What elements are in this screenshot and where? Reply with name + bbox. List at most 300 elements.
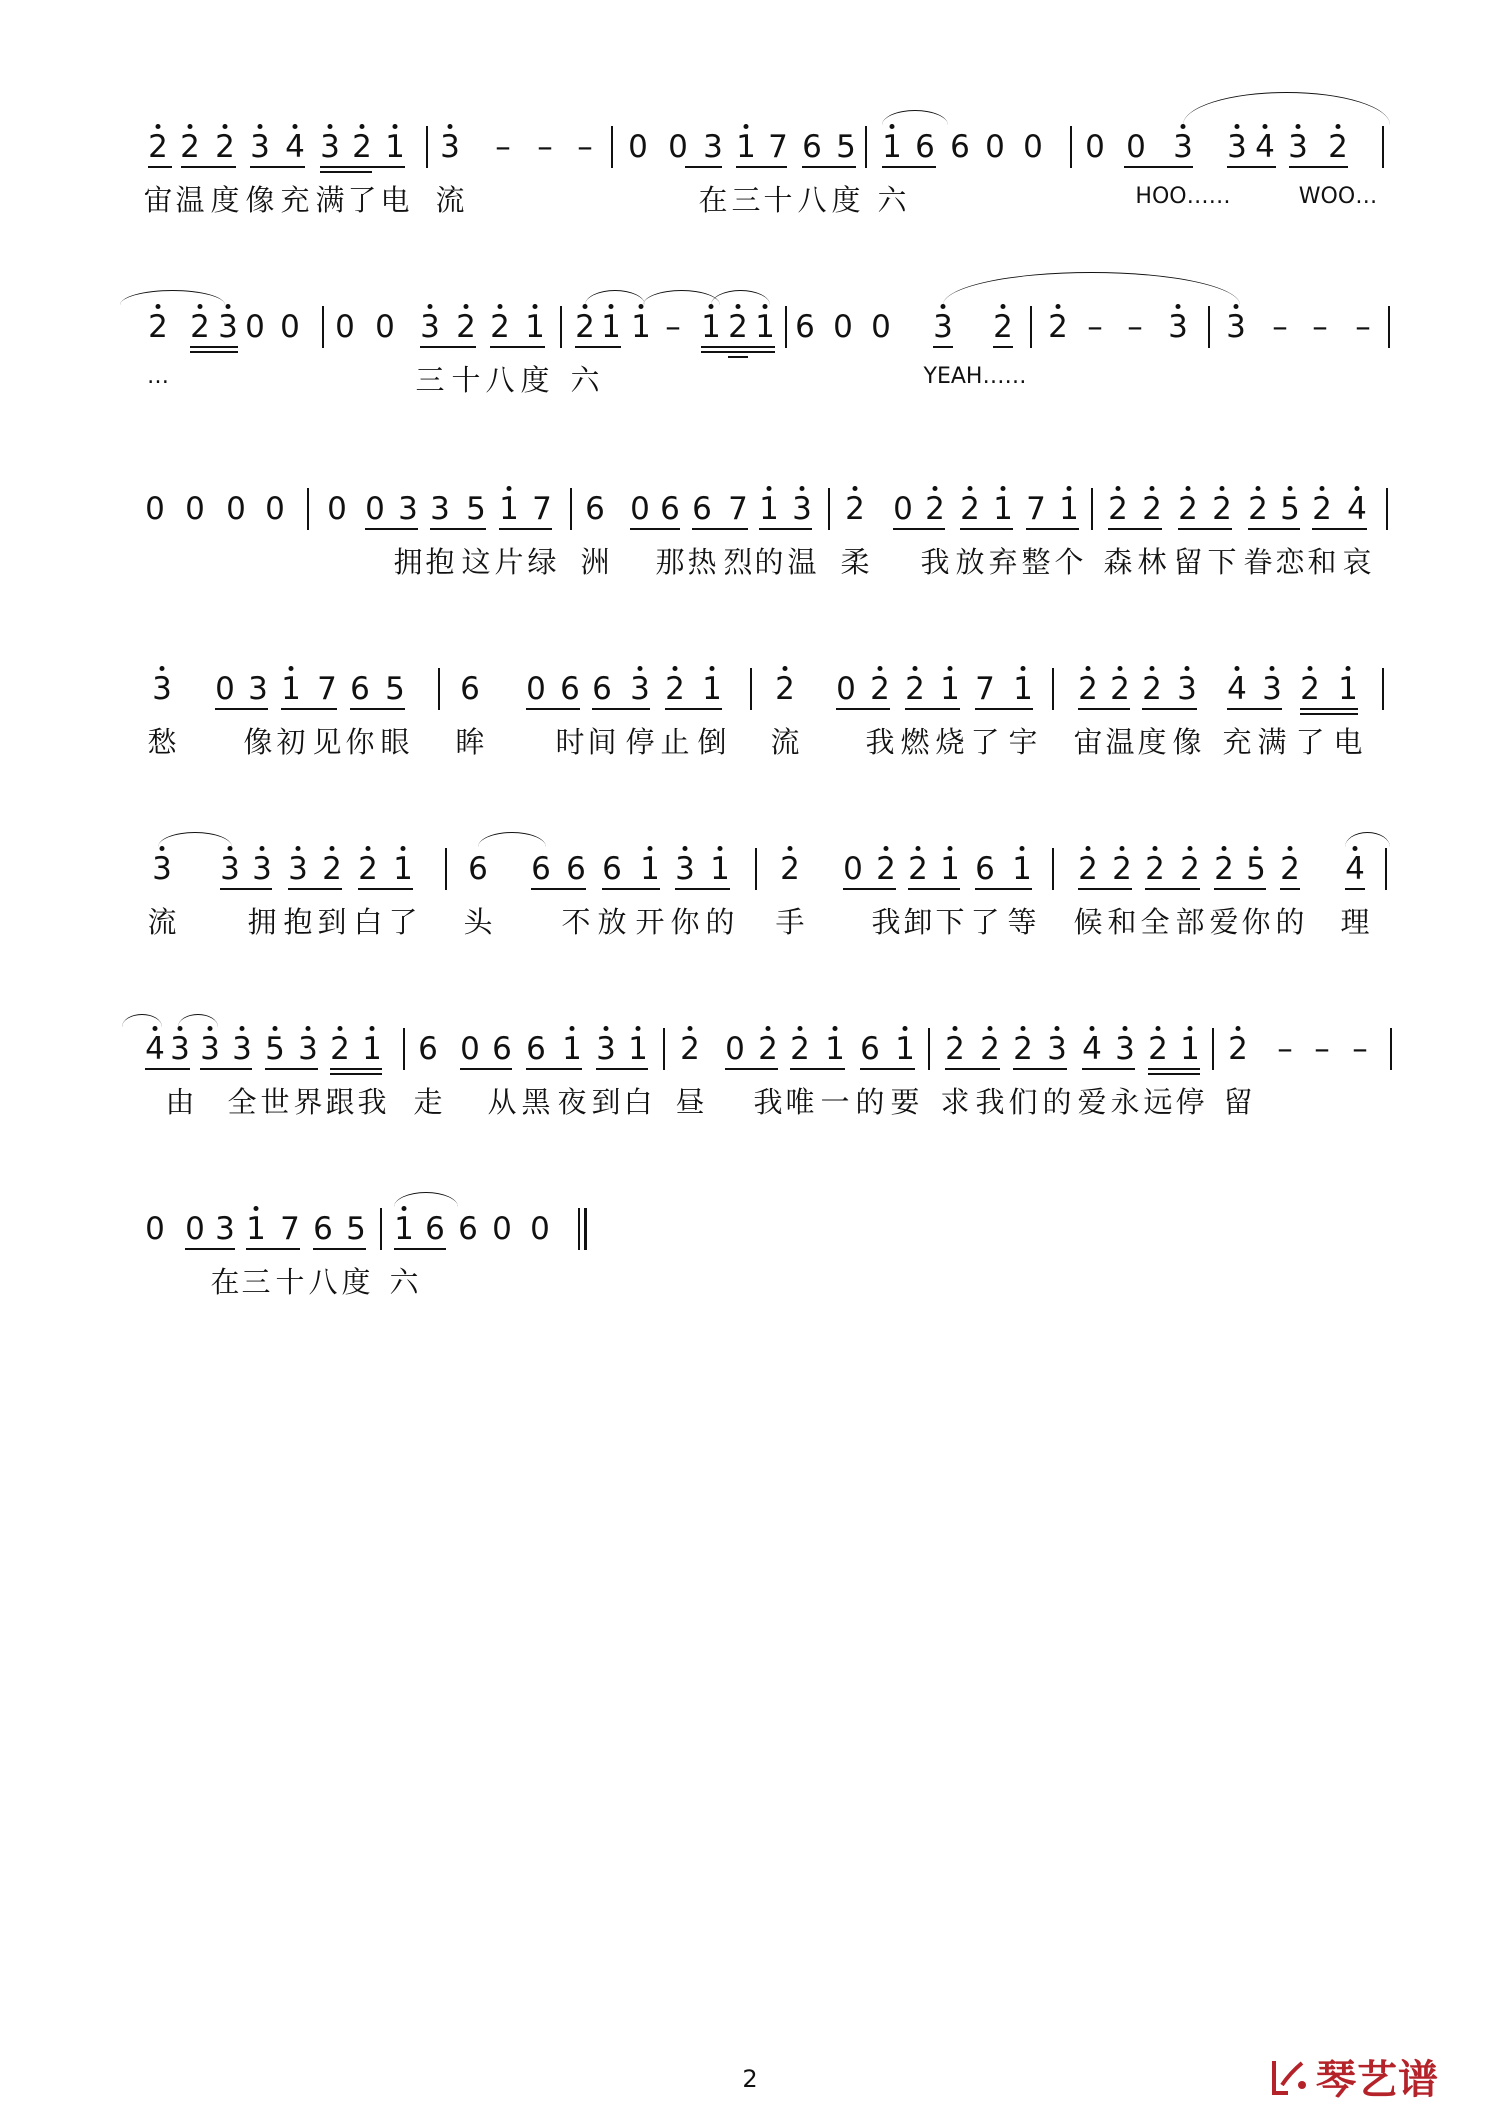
octave-dot (1020, 846, 1025, 851)
lyric-syllable: 止 (660, 725, 690, 759)
octave-dot (648, 846, 653, 851)
beam-underline (358, 888, 413, 890)
note: 1 (394, 1211, 414, 1247)
beam-underline (592, 708, 650, 710)
note: 6 (468, 851, 488, 887)
note: 3 (248, 671, 268, 707)
lyric-syllable: 的 (754, 545, 784, 579)
barline (1052, 668, 1054, 710)
octave-dot (1355, 486, 1360, 491)
octave-dot (953, 1026, 958, 1031)
lyric-syllable: 全 (227, 1085, 257, 1119)
octave-dot (428, 304, 433, 309)
note: 1 (631, 309, 651, 345)
lyric-syllable: 度 (831, 183, 861, 217)
lyric-syllable: 停 (625, 725, 655, 759)
lyric-syllable: 们 (1008, 1085, 1038, 1119)
beam-underline (394, 1248, 446, 1250)
octave-dot (948, 666, 953, 671)
octave-dot (1150, 486, 1155, 491)
note: 3 (200, 1031, 220, 1067)
lyric-syllable: 求 (940, 1085, 970, 1119)
note: 3 (1262, 671, 1282, 707)
note: 0 (871, 309, 891, 345)
lyric-syllable: 倒 (697, 725, 727, 759)
note: 1 (736, 129, 756, 165)
lyric-syllable: 电 (380, 183, 410, 217)
lyric-syllable: 从 (487, 1085, 517, 1119)
octave-dot (968, 486, 973, 491)
dash: – (537, 129, 553, 165)
octave-dot (913, 666, 918, 671)
lyric-syllable: 时 (555, 725, 585, 759)
site-logo[interactable] (1268, 2048, 1439, 2105)
note: 6 (560, 671, 580, 707)
lyric-syllable: 了 (970, 905, 1000, 939)
note: 1 (640, 851, 660, 887)
note: 6 (795, 309, 815, 345)
note: 2 (908, 851, 928, 887)
octave-dot (783, 666, 788, 671)
note: 6 (975, 851, 995, 887)
note: 1 (385, 129, 405, 165)
octave-dot (306, 1026, 311, 1031)
barline (1030, 306, 1032, 348)
lyric-syllable: 像 (1172, 725, 1202, 759)
lyric-syllable: 充 (1222, 725, 1252, 759)
note: 2 (1214, 851, 1234, 887)
note: 0 (836, 671, 856, 707)
note: 2 (352, 129, 372, 165)
lyric-syllable: 在 (698, 183, 728, 217)
beam-underline (993, 346, 1013, 348)
lyric-syllable: 和 (1107, 905, 1137, 939)
lyric-syllable: 开 (635, 905, 665, 939)
beam-underline (190, 351, 238, 353)
lyric-syllable: 拥 (393, 545, 423, 579)
barline (611, 126, 613, 168)
note: 2 (1312, 491, 1332, 527)
lyric-syllable: 不 (561, 905, 591, 939)
octave-dot (533, 304, 538, 309)
octave-dot (1086, 846, 1091, 851)
octave-dot (1120, 846, 1125, 851)
beam-underline (802, 166, 856, 168)
octave-dot (1153, 846, 1158, 851)
octave-dot (260, 846, 265, 851)
note: 1 (601, 309, 621, 345)
octave-dot (767, 486, 772, 491)
beam-underline (1148, 1073, 1200, 1075)
note: 2 (960, 491, 980, 527)
octave-dot (948, 846, 953, 851)
note: 3 (232, 1031, 252, 1067)
note: 0 (327, 491, 347, 527)
beam-underline (490, 346, 545, 348)
lyric-syllable: 八 (485, 363, 515, 397)
note: 6 (592, 671, 612, 707)
note: 0 (365, 491, 385, 527)
beam-underline (531, 888, 586, 890)
beam-underline (596, 1068, 648, 1070)
slur (643, 290, 720, 305)
lyric-syllable: 烧 (935, 725, 965, 759)
octave-dot (293, 124, 298, 129)
lyric-syllable: … (147, 364, 169, 389)
note: 6 (425, 1211, 445, 1247)
note: 1 (562, 1031, 582, 1067)
lyric-syllable: 流 (435, 183, 465, 217)
lyric-syllable: 眷 (1243, 545, 1273, 579)
beam-underline (843, 888, 896, 890)
final-barline (578, 1208, 580, 1250)
lyric-syllable: 的 (705, 905, 735, 939)
lyric-syllable: 电 (1333, 725, 1363, 759)
note: 3 (220, 851, 240, 887)
lyric-syllable: 和 (1307, 545, 1337, 579)
lyric-syllable: 愁 (147, 725, 177, 759)
note: 2 (1078, 671, 1098, 707)
note: 6 (915, 129, 935, 165)
beam-underline (1214, 888, 1266, 890)
note: 2 (1142, 671, 1162, 707)
note: 0 (893, 491, 913, 527)
note: 0 (226, 491, 246, 527)
octave-dot (1123, 1026, 1128, 1031)
barline (1386, 488, 1388, 530)
lyric-syllable: 走 (413, 1085, 443, 1119)
octave-dot (1150, 666, 1155, 671)
note: 2 (456, 309, 476, 345)
beam-underline (675, 888, 730, 890)
lyric-syllable: 度 (520, 363, 550, 397)
note: 7 (317, 671, 337, 707)
lyric-syllable: 满 (1257, 725, 1287, 759)
note: 3 (288, 851, 308, 887)
note: 3 (320, 129, 340, 165)
beam-underline (281, 708, 337, 710)
lyric-syllable: 爱 (1077, 1085, 1107, 1119)
beam-underline (1013, 1068, 1067, 1070)
barline (322, 306, 324, 348)
note: 4 (1255, 129, 1275, 165)
lyric-syllable: 留 (1173, 545, 1203, 579)
slur (478, 832, 546, 847)
lyrics-line (0, 900, 1500, 940)
note: 5 (385, 671, 405, 707)
lyric-syllable: 度 (210, 183, 240, 217)
note: 3 (1227, 129, 1247, 165)
lyric-syllable: 了 (970, 725, 1000, 759)
octave-dot (1254, 846, 1259, 851)
note: 7 (532, 491, 552, 527)
octave-dot (1288, 486, 1293, 491)
beam-underline (460, 1068, 512, 1070)
lyric-syllable: 要 (890, 1085, 920, 1119)
beam-underline (1300, 713, 1358, 715)
lyric-syllable: 下 (1207, 545, 1237, 579)
page-number: 2 (742, 2065, 758, 2093)
note: 2 (1078, 851, 1098, 887)
octave-dot (1220, 486, 1225, 491)
beam-underline (575, 346, 621, 348)
slur (122, 1014, 162, 1027)
beam-underline (945, 1068, 1000, 1070)
octave-dot (683, 846, 688, 851)
octave-dot (800, 486, 805, 491)
lyric-syllable: 远 (1143, 1085, 1173, 1119)
final-barline (584, 1208, 587, 1250)
note: 3 (398, 491, 418, 527)
lyric-syllable: 初 (276, 725, 306, 759)
note: 2 (180, 129, 200, 165)
octave-dot (903, 1026, 908, 1031)
note: 2 (1178, 491, 1198, 527)
barline (1052, 848, 1054, 890)
note: 0 (265, 491, 285, 527)
lyric-syllable: 我 (920, 545, 950, 579)
note: 2 (1013, 1031, 1033, 1067)
beam-underline (246, 1248, 300, 1250)
octave-dot (338, 1026, 343, 1031)
note: 2 (1180, 851, 1200, 887)
barline (865, 126, 867, 168)
lyric-syllable: 宙 (1073, 725, 1103, 759)
lyric-syllable: 十 (275, 1265, 305, 1299)
lyric-syllable: 八 (797, 183, 827, 217)
note: 1 (882, 129, 902, 165)
lyric-syllable: 了 (1295, 725, 1325, 759)
beam-underline (220, 888, 272, 890)
beam-underline (975, 888, 1032, 890)
note: 2 (1212, 491, 1232, 527)
slur (882, 110, 948, 125)
lyric-syllable: 放 (597, 905, 627, 939)
lyric-syllable: 热 (687, 545, 717, 579)
beam-underline (790, 1068, 845, 1070)
note: 2 (330, 1031, 350, 1067)
lyric-syllable: 到 (591, 1085, 621, 1119)
note: 1 (701, 309, 721, 345)
lyric-syllable: 的 (855, 1085, 885, 1119)
octave-dot (240, 1026, 245, 1031)
note: 4 (1082, 1031, 1102, 1067)
lyric-syllable: 昼 (675, 1085, 705, 1119)
note: 2 (215, 129, 235, 165)
lyric-syllable: 一 (820, 1085, 850, 1119)
octave-dot (710, 666, 715, 671)
note: 2 (728, 309, 748, 345)
note: 2 (1110, 671, 1130, 707)
beam-underline (759, 528, 812, 530)
note: 3 (1168, 309, 1188, 345)
dash: – (1272, 309, 1288, 345)
note: 2 (845, 491, 865, 527)
lyric-syllable: 眼 (380, 725, 410, 759)
note: 2 (790, 1031, 810, 1067)
barline (445, 848, 447, 890)
lyric-syllable: 全 (1140, 905, 1170, 939)
note: 4 (145, 1031, 165, 1067)
lyric-syllable: 部 (1175, 905, 1205, 939)
octave-dot (798, 1026, 803, 1031)
note: 2 (1112, 851, 1132, 887)
slur (943, 272, 1240, 305)
note: 4 (1345, 851, 1365, 887)
note: 6 (460, 671, 480, 707)
note: 3 (440, 129, 460, 165)
note: 0 (185, 491, 205, 527)
notation-line (0, 842, 1500, 902)
beam-underline (1078, 708, 1130, 710)
octave-dot (156, 124, 161, 129)
note: 6 (350, 671, 370, 707)
note: 2 (876, 851, 896, 887)
beam-underline (181, 166, 236, 168)
lyric-syllable: 那 (655, 545, 685, 579)
lyric-syllable: 了 (347, 183, 377, 217)
note: 3 (250, 129, 270, 165)
beam-underline (692, 528, 748, 530)
octave-dot (1188, 1026, 1193, 1031)
note: 1 (281, 671, 301, 707)
barline (1390, 1028, 1392, 1070)
note: 6 (313, 1211, 333, 1247)
note: 0 (1023, 129, 1043, 165)
octave-dot (507, 486, 512, 491)
note: 0 (725, 1031, 745, 1067)
barline (755, 848, 757, 890)
beam-underline (200, 1068, 252, 1070)
note: 1 (246, 1211, 266, 1247)
note: 6 (602, 851, 622, 887)
note: 2 (870, 671, 890, 707)
note: 1 (825, 1031, 845, 1067)
beam-underline (725, 1068, 778, 1070)
slur (1345, 832, 1390, 847)
note: 7 (728, 491, 748, 527)
lyric-syllable: YEAH…… (923, 364, 1027, 389)
beam-underline (1078, 888, 1132, 890)
beam-underline (1227, 708, 1282, 710)
beam-underline (330, 1073, 382, 1075)
note: 0 (492, 1211, 512, 1247)
lyric-syllable: 洲 (580, 545, 610, 579)
octave-dot (401, 846, 406, 851)
octave-dot (1346, 666, 1351, 671)
lyric-syllable: 黑 (521, 1085, 551, 1119)
beam-underline (430, 528, 486, 530)
note: 7 (975, 671, 995, 707)
note: 1 (499, 491, 519, 527)
barline (1070, 126, 1072, 168)
note: 1 (993, 491, 1013, 527)
note: 0 (1126, 129, 1146, 165)
beam-underline (893, 528, 945, 530)
beam-underline (1082, 1068, 1135, 1070)
lyric-syllable: 流 (147, 905, 177, 939)
octave-dot (1188, 846, 1193, 851)
lyric-syllable: 森 (1103, 545, 1133, 579)
octave-dot (1256, 486, 1261, 491)
note: 1 (628, 1031, 648, 1067)
lyrics-line (0, 178, 1500, 218)
octave-dot (718, 846, 723, 851)
note: 2 (190, 309, 210, 345)
lyric-syllable: 下 (935, 905, 965, 939)
note: 1 (1338, 671, 1358, 707)
note: 3 (420, 309, 440, 345)
lyric-syllable: 间 (587, 725, 617, 759)
note: 5 (466, 491, 486, 527)
lyric-syllable: 宙 (143, 183, 173, 217)
note: 6 (692, 491, 712, 527)
lyric-syllable: 放 (955, 545, 985, 579)
note: 3 (152, 671, 172, 707)
lyric-syllable: 片 (494, 545, 524, 579)
beam-underline (1124, 166, 1193, 168)
notation-line (0, 300, 1500, 360)
octave-dot (1067, 486, 1072, 491)
lyric-syllable: 界 (293, 1085, 323, 1119)
octave-dot (688, 1026, 693, 1031)
note: 2 (1248, 491, 1268, 527)
lyric-syllable: 永 (1110, 1085, 1140, 1119)
lyric-syllable: 林 (1137, 545, 1167, 579)
lyric-syllable: 八 (308, 1265, 338, 1299)
note: 3 (933, 309, 953, 345)
beam-underline (148, 166, 172, 168)
lyric-syllable: 你 (670, 905, 700, 939)
lyric-syllable: 我 (865, 725, 895, 759)
lyric-syllable: 像 (243, 725, 273, 759)
note: 2 (490, 309, 510, 345)
beam-underline (1178, 528, 1232, 530)
note: 4 (1227, 671, 1247, 707)
note: 6 (802, 129, 822, 165)
beam-underline (960, 528, 1013, 530)
notation-line (0, 120, 1500, 180)
note: 1 (1180, 1031, 1200, 1067)
dash: – (1312, 309, 1328, 345)
lyric-syllable: 我 (871, 905, 901, 939)
octave-dot (360, 124, 365, 129)
octave-dot (1235, 666, 1240, 671)
note: 1 (525, 309, 545, 345)
lyric-syllable: 跟 (325, 1085, 355, 1119)
octave-dot (1118, 666, 1123, 671)
lyric-syllable: 三 (415, 363, 445, 397)
barline (438, 668, 440, 710)
octave-dot (1270, 666, 1275, 671)
octave-dot (498, 304, 503, 309)
note: 0 (185, 1211, 205, 1247)
lyrics-line (0, 358, 1500, 398)
beam-underline (1289, 166, 1348, 168)
note: 2 (945, 1031, 965, 1067)
lyric-syllable: 流 (770, 725, 800, 759)
lyrics-line (0, 540, 1500, 580)
note: 0 (630, 491, 650, 527)
lyric-syllable: 十 (763, 183, 793, 217)
note: 6 (660, 491, 680, 527)
slur (1183, 92, 1390, 125)
note: 7 (768, 129, 788, 165)
beam-underline (265, 1068, 318, 1070)
beam-underline (665, 708, 722, 710)
beam-underline (1345, 888, 1365, 890)
note: 2 (322, 851, 342, 887)
